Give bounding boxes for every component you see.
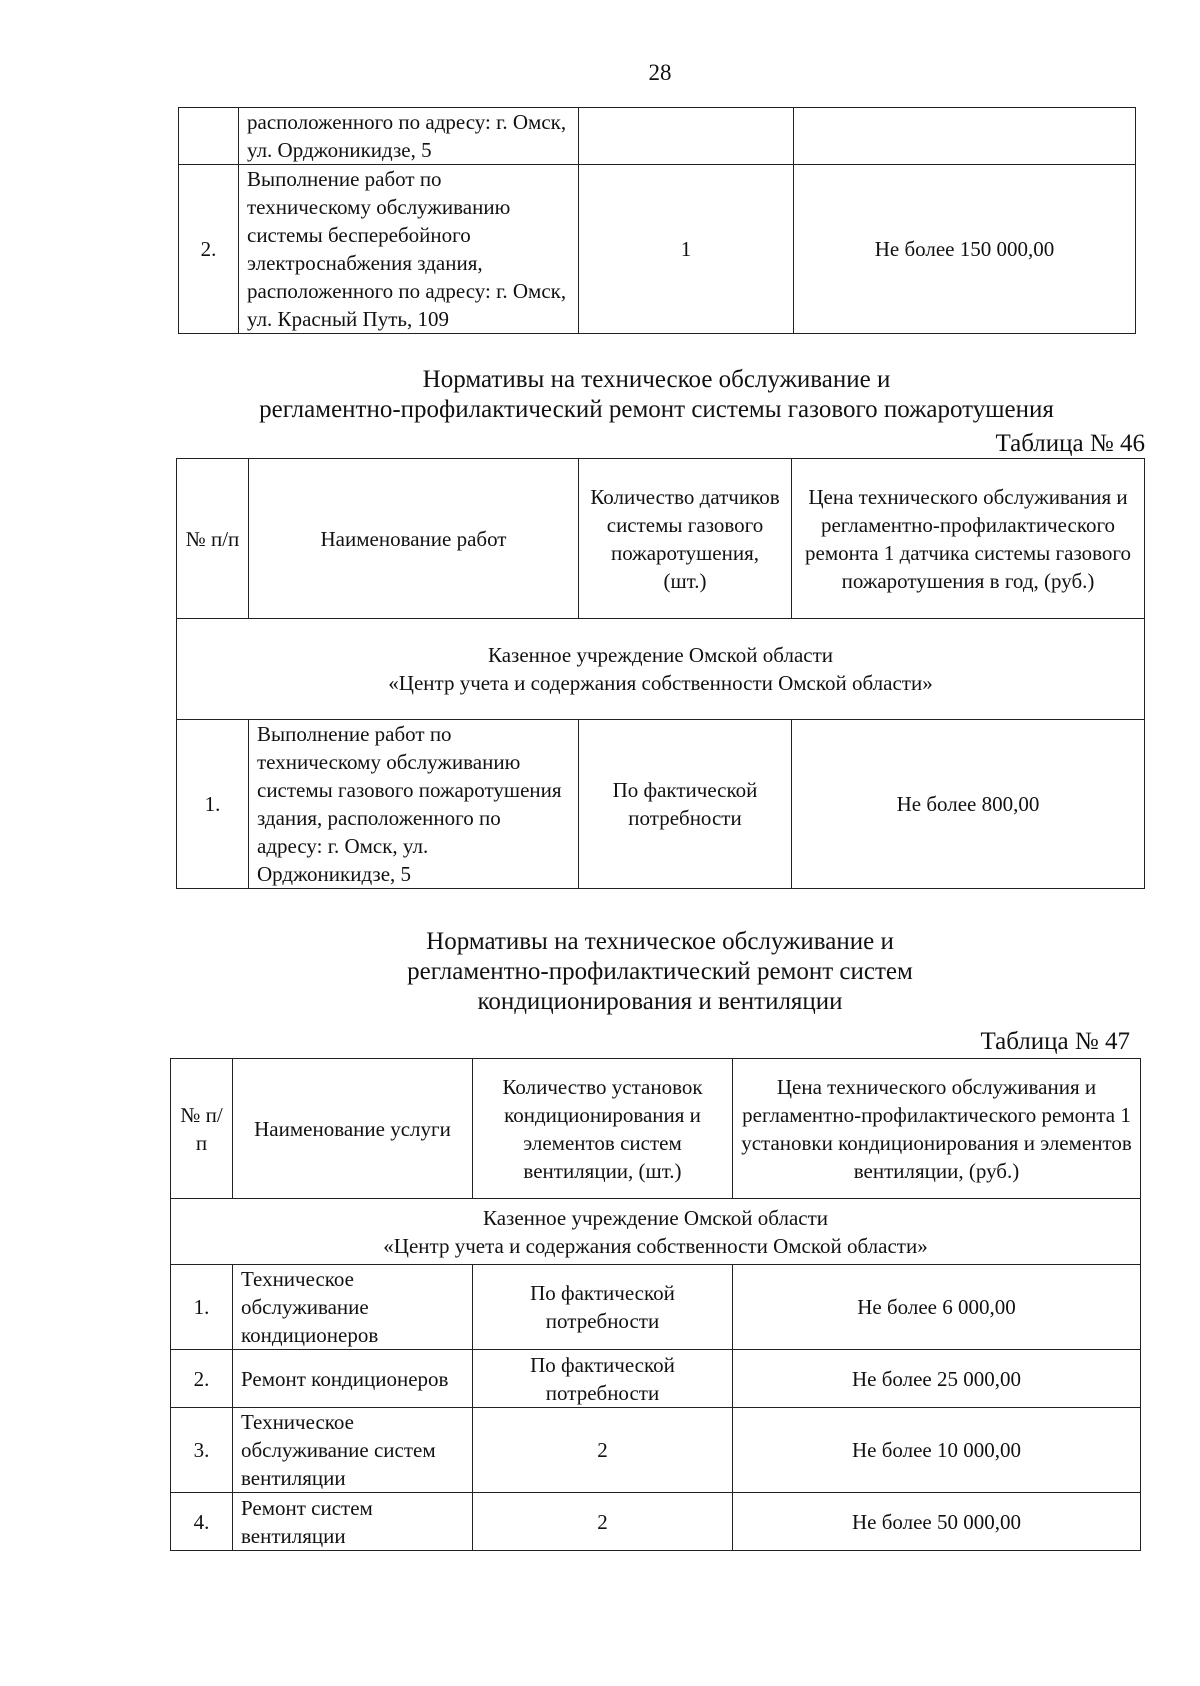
row-price: Не более 800,00 xyxy=(792,720,1145,889)
table-row xyxy=(177,720,1145,889)
heading-line: кондиционирования и вентиляции xyxy=(477,988,843,1015)
table-header-row xyxy=(171,1059,1141,1199)
row-name: Ремонт кондиционеров xyxy=(233,1350,473,1408)
row-name: Техническое обслуживание систем вентиляции xyxy=(233,1408,473,1493)
row-qty: По фактической потребности xyxy=(473,1265,733,1350)
header-name: Наименование работ xyxy=(249,459,579,619)
table-47 xyxy=(170,1058,1141,1551)
row-number: 3. xyxy=(171,1408,233,1493)
row-qty: 2 xyxy=(473,1408,733,1493)
row-price: Не более 150 000,00 xyxy=(794,165,1136,334)
row-number: 2. xyxy=(171,1350,233,1408)
row-number: 2. xyxy=(179,165,239,334)
org-row xyxy=(177,619,1145,720)
heading-line: регламентно-профилактический ремонт систем xyxy=(407,958,913,985)
table-row xyxy=(179,108,1136,165)
header-qty: Количество датчиков системы газового пожаротушения, (шт.) xyxy=(579,459,792,619)
table-row xyxy=(171,1350,1141,1408)
section46-heading xyxy=(178,365,1135,425)
header-qty: Количество установок кондиционирования и элементов систем вентиляции, (шт.) xyxy=(473,1059,733,1199)
org-row xyxy=(171,1199,1141,1265)
row-price: Не более 6 000,00 xyxy=(733,1265,1141,1350)
org-cell xyxy=(171,1199,1141,1265)
row-qty: 1 xyxy=(579,165,794,334)
row-qty: По фактической потребности xyxy=(579,720,792,889)
row-price: Не более 10 000,00 xyxy=(733,1408,1141,1493)
table-row xyxy=(171,1265,1141,1350)
org-line: Казенное учреждение Омской области xyxy=(482,1205,828,1230)
org-cell xyxy=(177,619,1145,720)
row-name: расположенного по адресу: г. Омск, ул. Орджоникидзе, 5 xyxy=(239,108,579,165)
table-header-row xyxy=(177,459,1145,619)
header-num: № п/п xyxy=(177,459,249,619)
row-qty xyxy=(579,108,794,165)
org-line: Казенное учреждение Омской области xyxy=(487,643,833,667)
row-name: Выполнение работ по техническому обслуживанию системы газового пожаротушения здания, расположенного по адресу: г. Омск, ул. Орджоникидзе, 5 xyxy=(249,720,579,889)
row-number: 1. xyxy=(171,1265,233,1350)
org-line: «Центр учета и содержания собственности Омской области» xyxy=(388,671,933,695)
header-price: Цена технического обслуживания и регламентно-профилактического ремонта 1 датчика системы газового пожаротушения в год, (руб.) xyxy=(792,459,1145,619)
heading-line: Нормативы на техническое обслуживание и xyxy=(426,928,894,955)
row-price: Не более 50 000,00 xyxy=(733,1493,1141,1551)
org-line: «Центр учета и содержания собственности Омской области» xyxy=(383,1233,928,1258)
heading-line: Нормативы на техническое обслуживание и xyxy=(422,366,891,393)
section47-heading xyxy=(176,927,1144,1017)
header-name: Наименование услуги xyxy=(233,1059,473,1199)
row-price xyxy=(794,108,1136,165)
row-name: Ремонт систем вентиляции xyxy=(233,1493,473,1551)
row-number xyxy=(179,108,239,165)
row-qty: По фактической потребности xyxy=(473,1350,733,1408)
table-46-label: Таблица № 46 xyxy=(995,430,1145,457)
row-number: 4. xyxy=(171,1493,233,1551)
table-continuation xyxy=(178,107,1136,334)
page-number: 28 xyxy=(648,60,672,85)
table-46 xyxy=(176,458,1145,889)
row-name: Выполнение работ по техническому обслуживанию системы бесперебойного электроснабжения здания, расположенного по адресу: г. Омск, ул. Красный Путь, 109 xyxy=(239,165,579,334)
row-price: Не более 25 000,00 xyxy=(733,1350,1141,1408)
table-row xyxy=(171,1493,1141,1551)
row-name: Техническое обслуживание кондиционеров xyxy=(233,1265,473,1350)
row-number: 1. xyxy=(177,720,249,889)
heading-line: регламентно-профилактический ремонт системы газового пожаротушения xyxy=(259,396,1054,423)
row-qty: 2 xyxy=(473,1493,733,1551)
header-num: № п/п xyxy=(171,1059,233,1199)
table-row xyxy=(179,165,1136,334)
table-row xyxy=(171,1408,1141,1493)
header-price: Цена технического обслуживания и регламентно-профилактического ремонта 1 установки кондиционирования и элементов вентиляции, (руб.) xyxy=(733,1059,1141,1199)
table-47-label: Таблица № 47 xyxy=(980,1028,1130,1055)
